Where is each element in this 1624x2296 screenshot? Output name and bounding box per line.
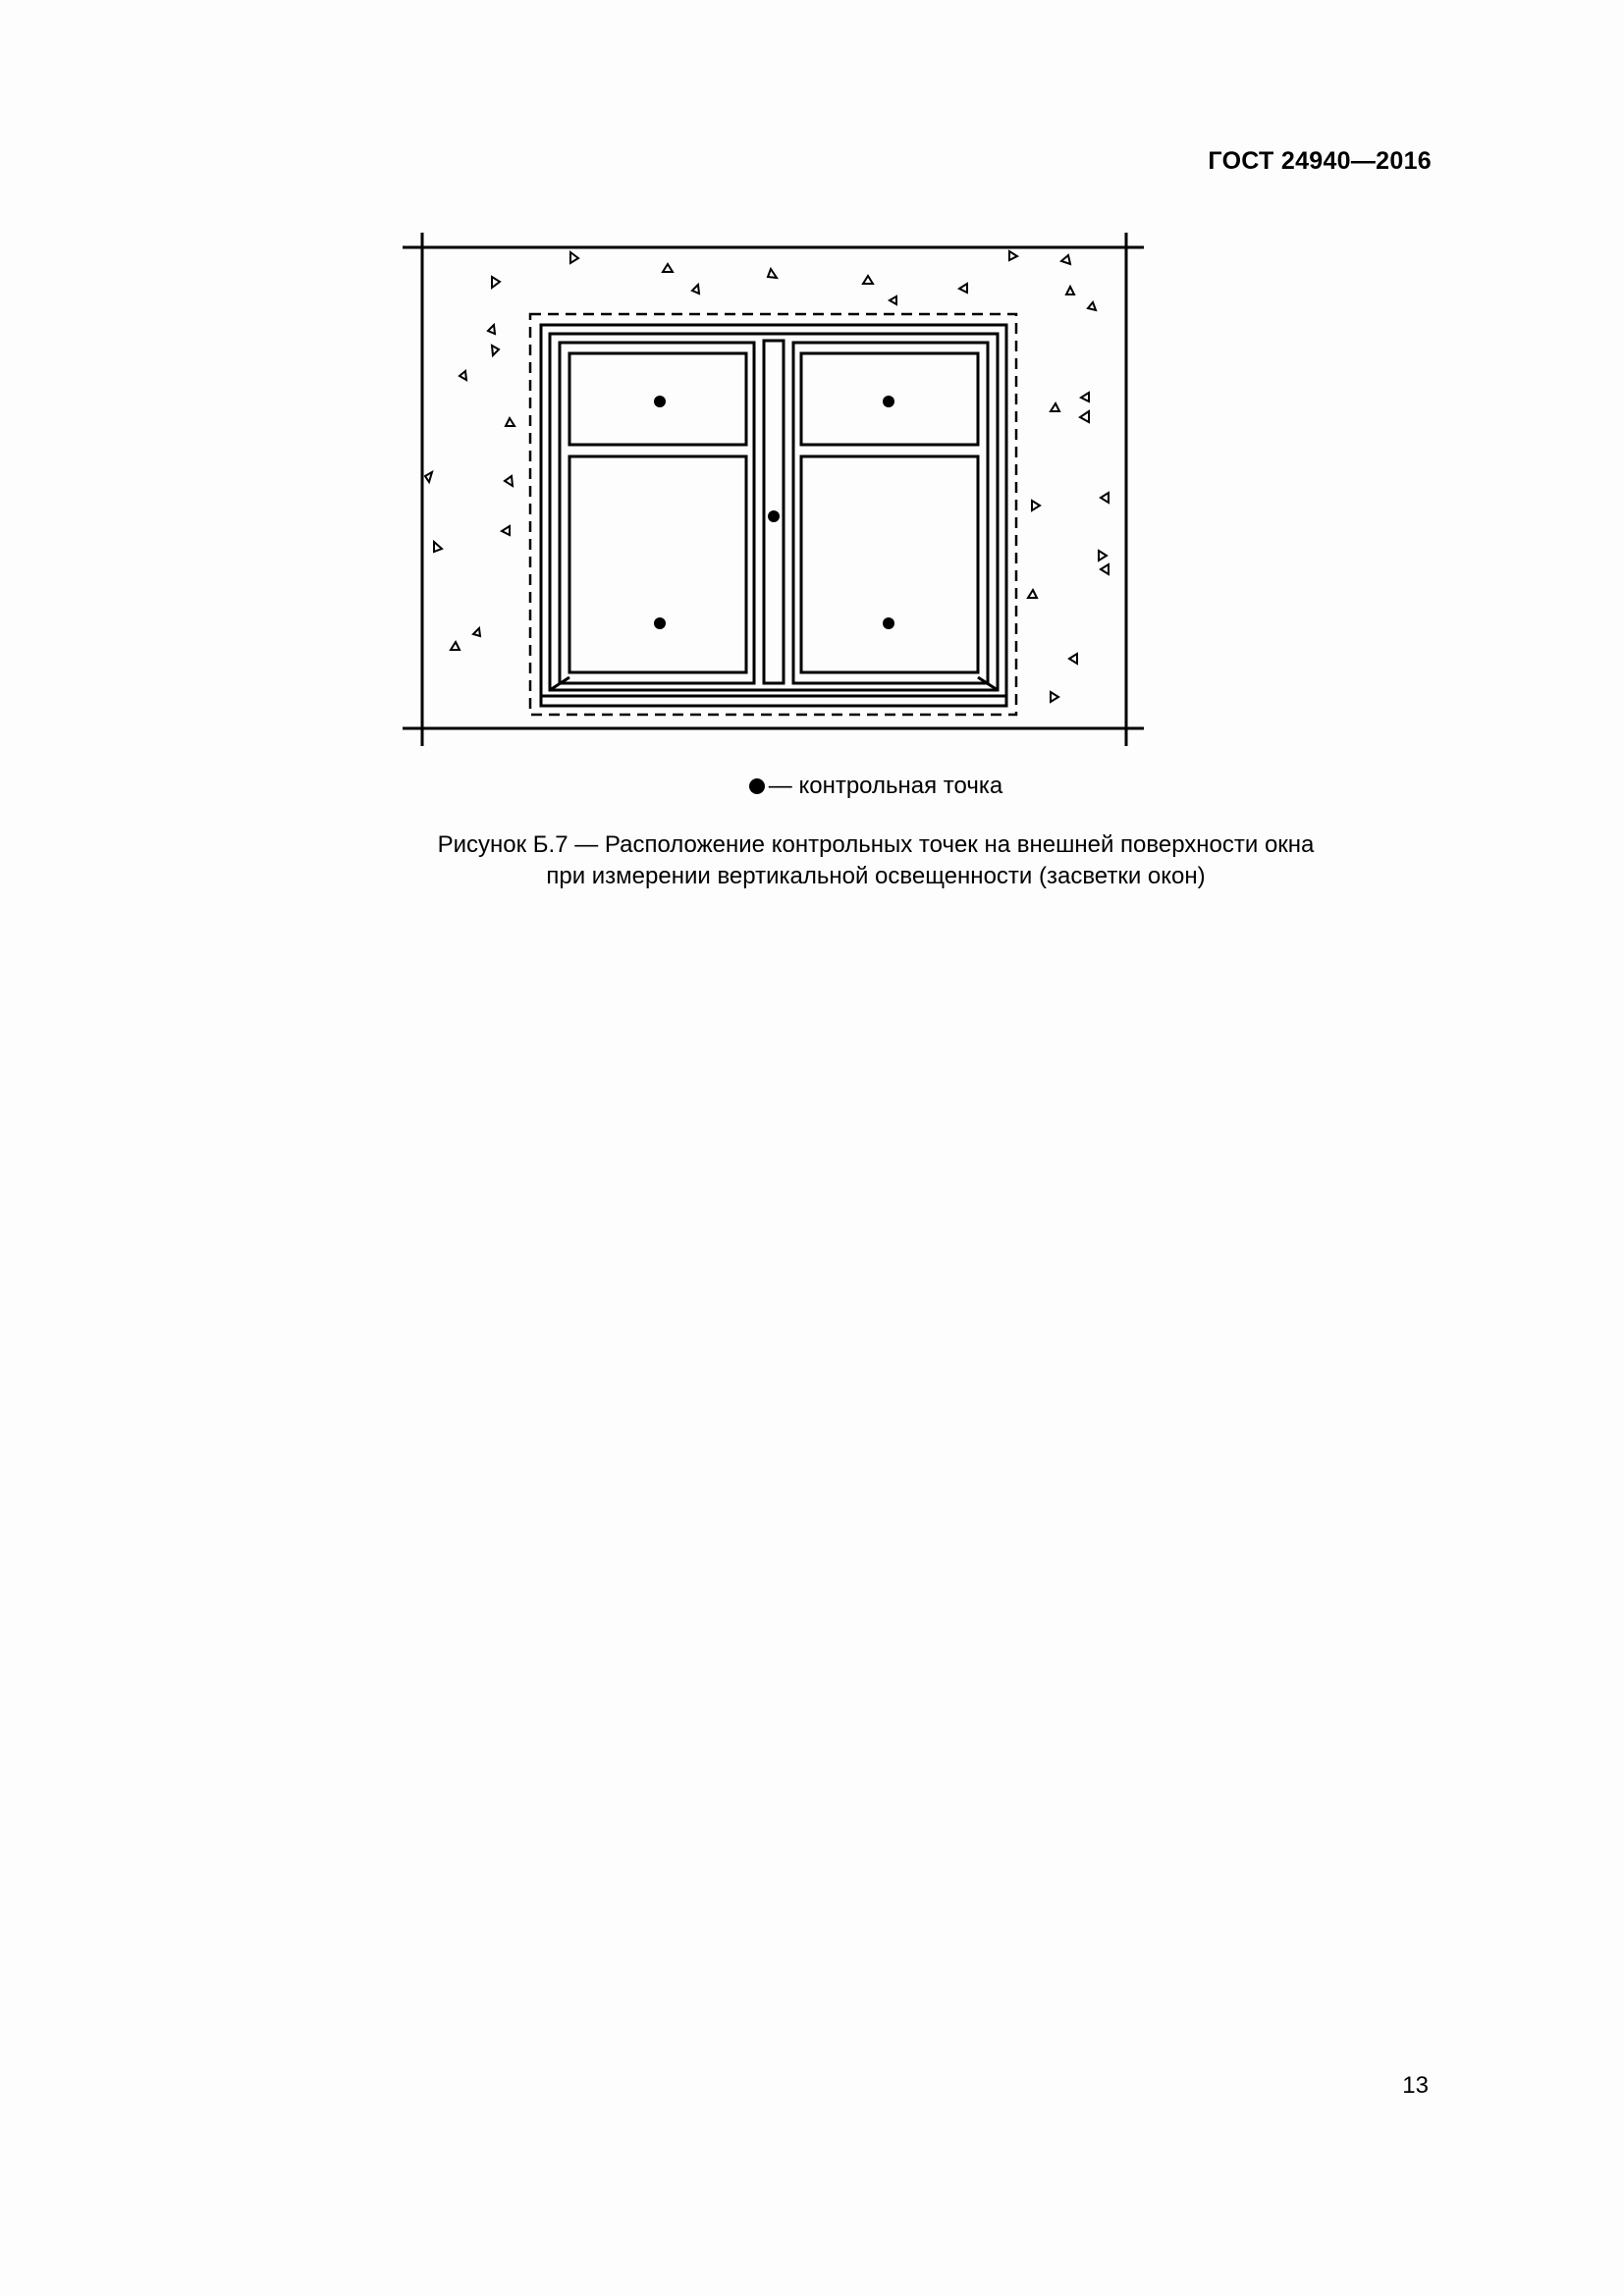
aggregate-triangle (1101, 493, 1109, 503)
aggregate-triangle (460, 371, 466, 380)
aggregate-triangle (505, 476, 513, 486)
aggregate-triangle (1099, 551, 1107, 561)
aggregate-triangle (1028, 590, 1037, 598)
aggregate-triangle (1032, 501, 1040, 510)
aggregate-triangle (1081, 393, 1089, 401)
aggregate-triangle (492, 346, 499, 355)
aggregate-triangle (570, 252, 578, 263)
aggregate-triangle (1080, 411, 1089, 422)
aggregate-triangle (502, 526, 510, 535)
left-sash-outer (560, 343, 754, 683)
aggregate-triangle (1101, 564, 1109, 574)
caption-line-2: при измерении вертикальной освещенности (засветки окон) (546, 863, 1206, 889)
aggregate-triangle (768, 269, 777, 278)
control-point (768, 510, 780, 522)
aggregate-triangle (1069, 654, 1077, 664)
right-sash-outer (793, 343, 988, 683)
aggregate-triangle (692, 285, 699, 294)
aggregate-triangle (506, 418, 514, 426)
aggregate-triangle (1088, 302, 1096, 310)
filled-circle-icon (749, 778, 765, 794)
aggregate-triangle (1066, 287, 1074, 294)
window-diagram (393, 221, 1159, 751)
aggregate-triangle (425, 472, 432, 482)
control-point (883, 396, 894, 407)
aggregate-triangle (473, 628, 480, 636)
left-main-pane (569, 456, 746, 672)
caption-line-1: Рисунок Б.7 — Расположение контрольных точек на внешней поверхности окна (437, 831, 1315, 858)
aggregate-triangle (1009, 251, 1017, 260)
aggregate-triangle (890, 296, 896, 304)
aggregate-triangle (863, 276, 873, 284)
figure-caption (0, 829, 1624, 892)
figure-legend (0, 773, 1624, 800)
aggregate-triangle (488, 325, 495, 334)
aggregate-triangle (1051, 692, 1058, 702)
control-point (883, 617, 894, 629)
aggregate-triangle (663, 264, 673, 272)
aggregate-triangle (1051, 403, 1059, 411)
aggregate-triangle (434, 542, 442, 552)
right-main-pane (801, 456, 978, 672)
page-number: 13 (1402, 2072, 1429, 2099)
aggregate-triangle (451, 642, 460, 650)
document-code: ГОСТ 24940—2016 (1208, 147, 1432, 175)
legend-text: — контрольная точка (768, 773, 1003, 799)
aggregate-triangle (959, 284, 967, 293)
control-point (654, 617, 666, 629)
control-point (654, 396, 666, 407)
aggregate-triangle (1061, 255, 1070, 264)
aggregate-triangle (492, 277, 500, 288)
